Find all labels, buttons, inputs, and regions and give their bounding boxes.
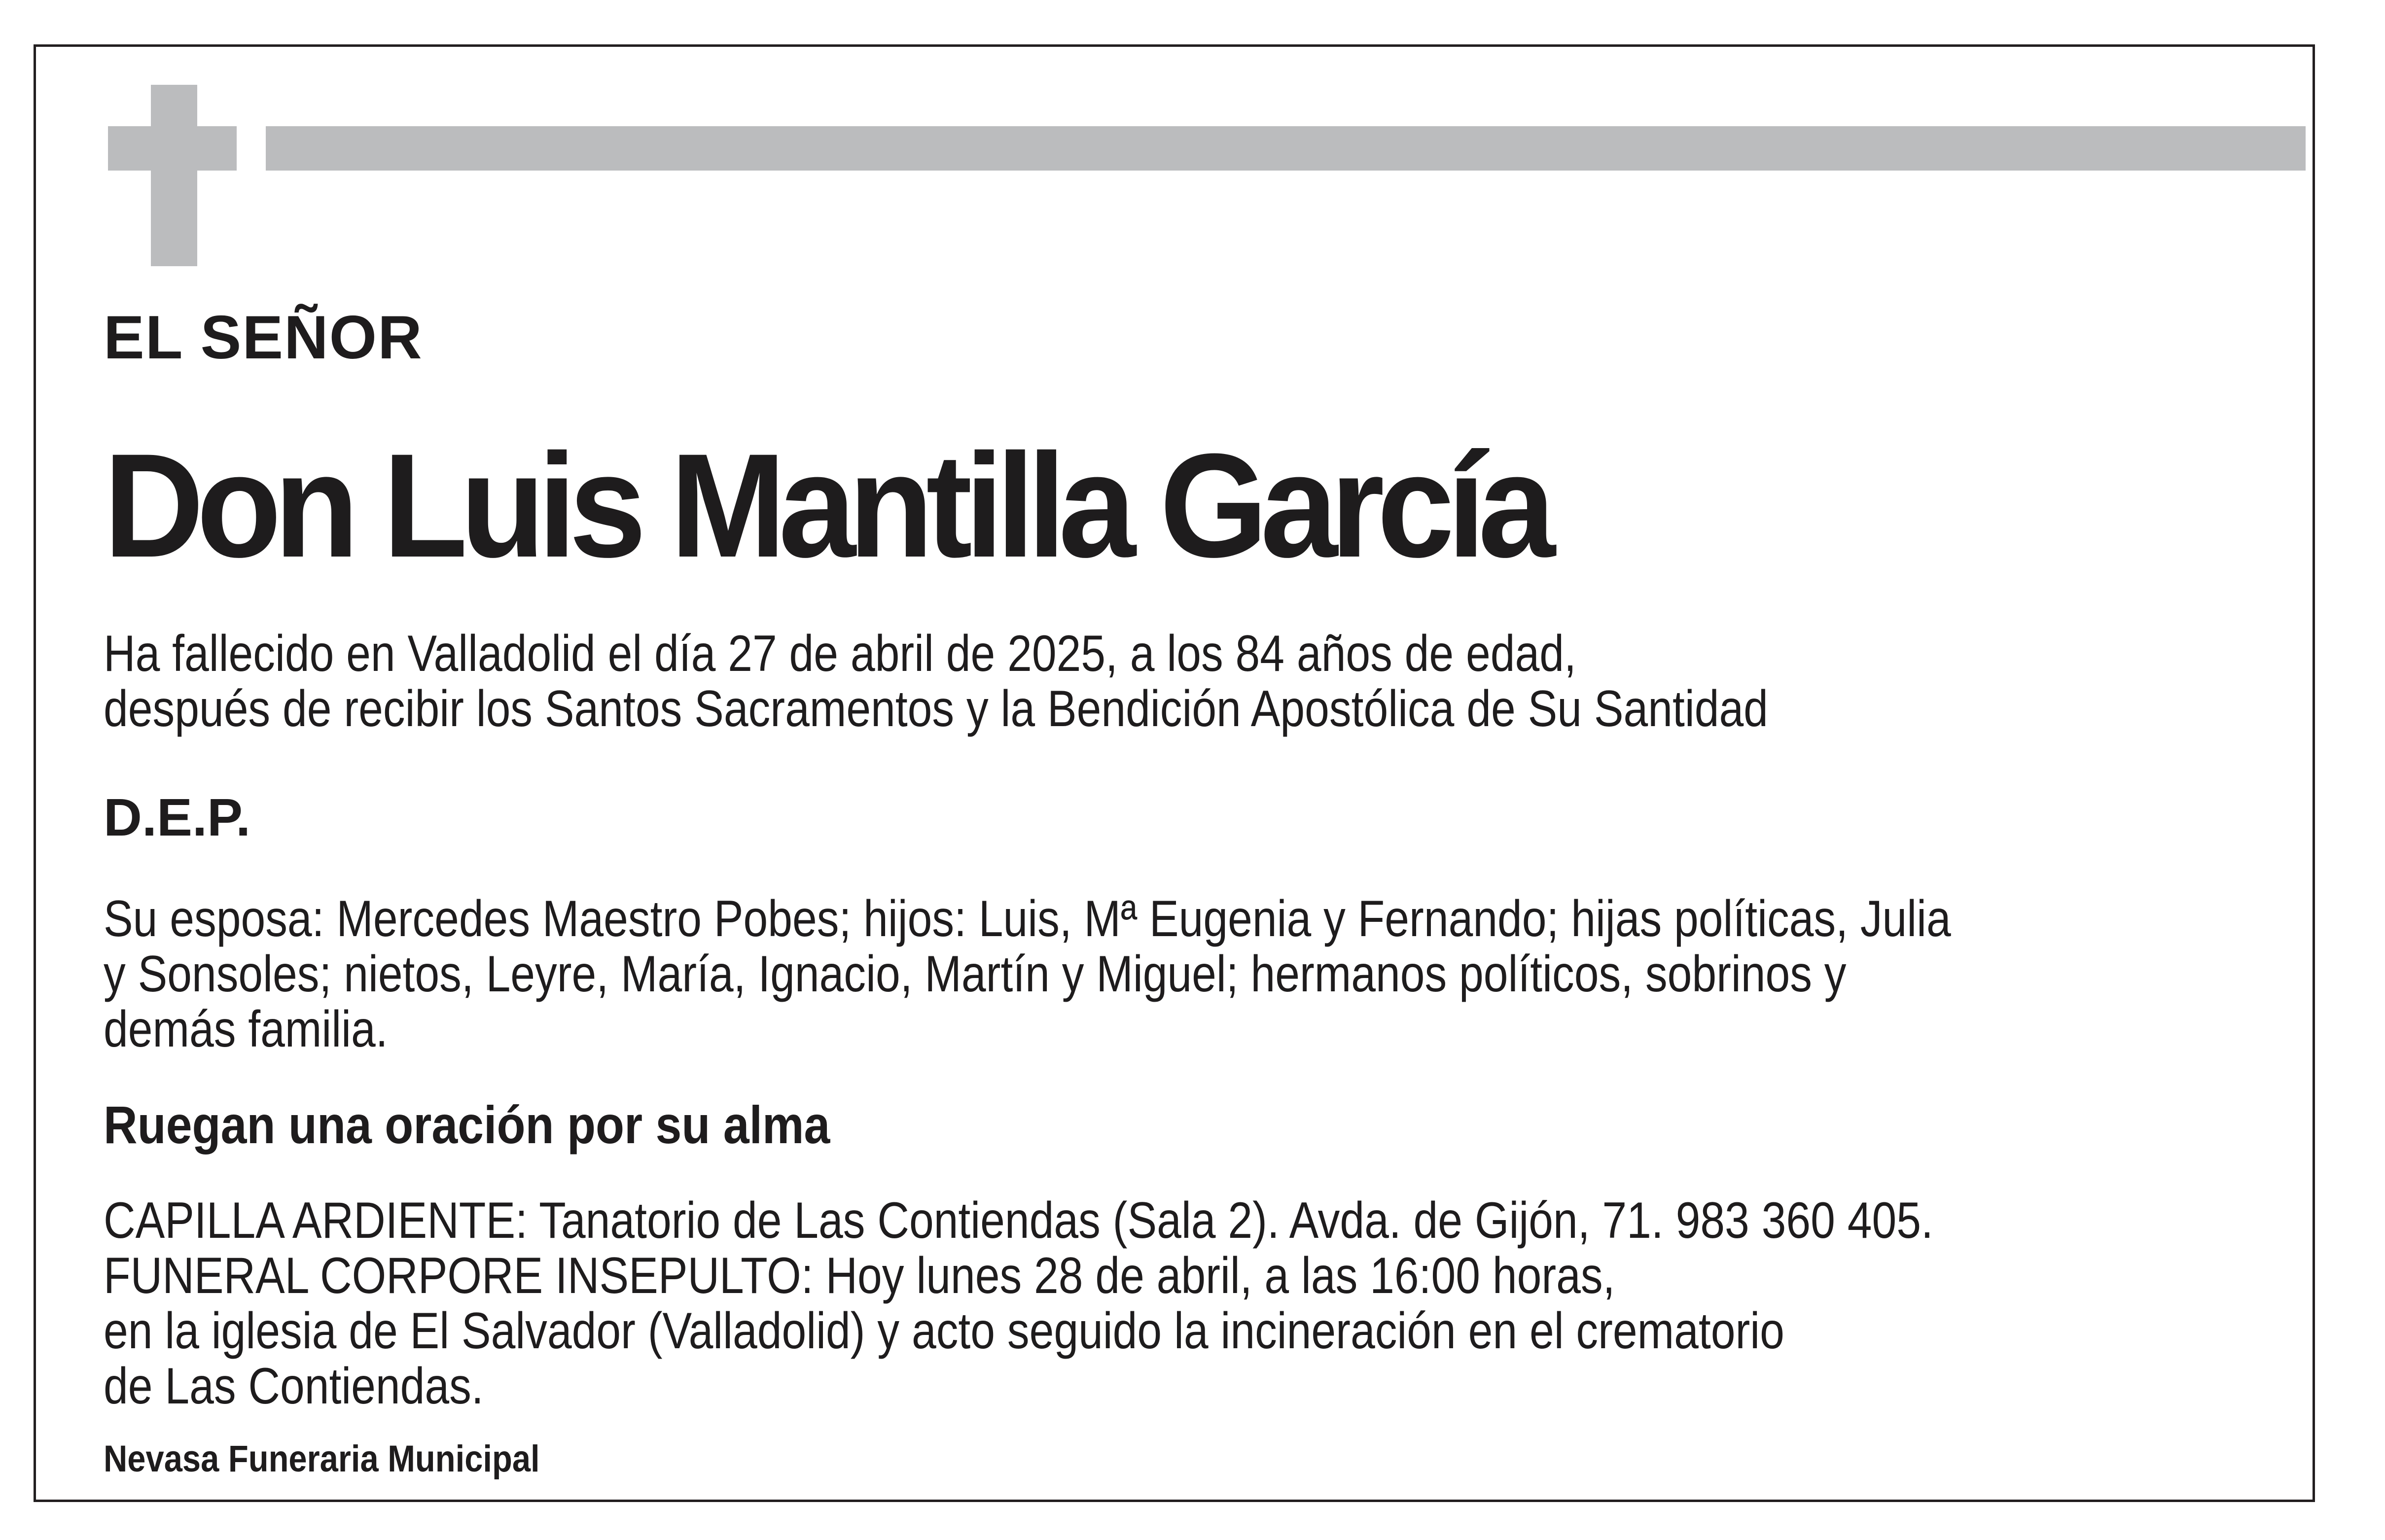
death-announcement: [104, 626, 1768, 736]
funeral-home-name: Nevasa Funeraria Municipal: [104, 1438, 540, 1480]
death-line: después de recibir los Santos Sacramentos y la Bendición Apostólica de Su Santidad: [104, 680, 1768, 737]
family-line: y Sonsoles; nietos, Leyre, María, Ignacio, Martín y Miguel; hermanos políticos, sobrinos y: [104, 945, 1847, 1003]
deceased-name: Don Luis Mantilla García: [104, 422, 1548, 588]
family-line: Su esposa: Mercedes Maestro Pobes; hijos: Luis, Mª Eugenia y Fernando; hijas políticas, Julia: [104, 890, 1951, 947]
service-line: de Las Contiendas.: [104, 1358, 484, 1415]
rip-abbreviation: D.E.P.: [104, 787, 251, 847]
family-list: [104, 891, 1951, 1057]
death-line: Ha fallecido en Valladolid el día 27 de abril de 2025, a los 84 años de edad,: [104, 625, 1576, 682]
prayer-request: Ruegan una oración por su alma: [104, 1095, 830, 1155]
family-line: demás familia.: [104, 1001, 388, 1058]
service-line: FUNERAL CORPORE INSEPULTO: Hoy lunes 28 de abril, a las 16:00 horas,: [104, 1247, 1615, 1304]
honorific: EL SEÑOR: [104, 304, 423, 372]
service-details: [104, 1193, 1933, 1414]
service-line: en la iglesia de El Salvador (Valladolid) y acto seguido la incineración en el crematorio: [104, 1302, 1784, 1360]
cross-icon-arm: [108, 126, 237, 171]
header-rule: [266, 126, 2306, 171]
cross-icon: [151, 85, 197, 266]
service-line: CAPILLA ARDIENTE: Tanatorio de Las Contiendas (Sala 2). Avda. de Gijón, 71. 983 360 405.: [104, 1192, 1933, 1249]
